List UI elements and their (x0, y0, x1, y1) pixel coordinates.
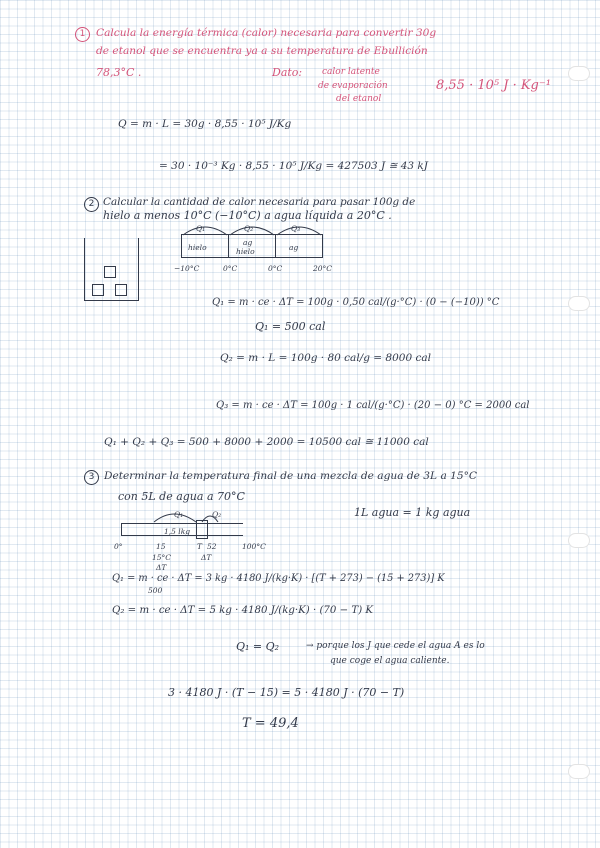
problem-1-statement-line-3: 78,3°C . (96, 66, 142, 79)
problem-3-statement-line-2: con 5L de agua a 70°C (118, 490, 245, 503)
problem-1-equation-1: Q = m · L = 30g · 8,55 · 10⁵ J/Kg (118, 118, 292, 130)
temp-0-a: 0°C (223, 264, 238, 273)
beaker-bottom (84, 300, 139, 301)
problem-3-reason-line-2: que coge el agua caliente. (330, 656, 450, 666)
problem-3-equation-equal: Q₁ = Q₂ (236, 640, 280, 653)
mix-q1-label: Q₁ (174, 510, 184, 519)
mix-temp-0: 0° (114, 542, 123, 551)
problem-1-dato-value: 8,55 · 10⁵ J · Kg⁻¹ (436, 78, 551, 93)
binder-hole (568, 296, 590, 311)
problem-1-dato-text-1: calor latente (322, 67, 380, 77)
problem-1-dato-text-2: de evaporación (318, 81, 388, 91)
problem-2-statement-line-2: hielo a menos 10°C (−10°C) a agua líquida a 20°C . (103, 209, 392, 222)
mix-q2-label: Q₂ (212, 510, 222, 519)
problem-1-dato-label: Dato: (272, 66, 303, 79)
beaker-left-wall (84, 238, 85, 300)
problem-1-statement-line-1: Calcula la energía térmica (calor) necesaria para convertir 30g (96, 27, 437, 39)
phase-box-ice-water-label-2: hielo (236, 247, 255, 256)
problem-3-equation-q2: Q₂ = m · ce · ΔT = 5 kg · 4180 J/(kg·K) · (70 − T) K (112, 605, 374, 616)
problem-1-equation-2: = 30 · 10⁻³ Kg · 8,55 · 10⁵ J/Kg = 427503 J ≅ 43 kJ (159, 160, 428, 172)
problem-3-side-note: 1L agua = 1 kg agua (354, 506, 471, 519)
phase-box-water-label: ag (289, 243, 299, 252)
phase-box-water (275, 234, 323, 258)
temp-0-b: 0°C (268, 264, 283, 273)
heat-q2-label: Q₂ (244, 224, 254, 233)
mix-below-3: ΔT (201, 553, 212, 562)
problem-1-number: 1 (75, 27, 90, 42)
temp-minus-10: −10°C (174, 264, 200, 273)
problem-3-reason-line-1: → porque los J que cede el agua A es lo (306, 641, 485, 651)
mix-axis-left (121, 523, 122, 535)
mix-below-1: 15°C (152, 553, 172, 562)
phase-box-ice-water-label-1: ag (243, 238, 253, 247)
problem-2-equation-total: Q₁ + Q₂ + Q₃ = 500 + 8000 + 2000 = 10500 cal ≅ 11000 cal (104, 436, 429, 448)
problem-2-number: 2 (84, 197, 99, 212)
mix-middle-label: 1,5 lkg (164, 527, 191, 536)
ice-cube (92, 284, 104, 296)
heat-q1-label: Q₁ (196, 224, 206, 233)
binder-hole (568, 533, 590, 548)
problem-1-statement-line-2: de etanol que se encuentra ya a su temperatura de Ebullición (96, 45, 428, 57)
problem-2-equation-q3: Q₃ = m · ce · ΔT = 100g · 1 cal/(g·°C) · (20 − 0) °C = 2000 cal (216, 400, 530, 411)
mix-below-4: 500 (148, 586, 163, 595)
mix-below-2: ΔT (156, 563, 167, 572)
binder-hole (568, 66, 590, 81)
mix-temp-15: 15 (156, 542, 166, 551)
problem-3-equation-solve: 3 · 4180 J · (T − 15) = 5 · 4180 J · (70 − T) (168, 686, 405, 699)
binder-hole (568, 764, 590, 779)
problem-2-statement-line-1: Calcular la cantidad de calor necesaria para pasar 100g de (103, 196, 416, 208)
mix-temp-t: T (197, 542, 203, 551)
problem-2-equation-q1: Q₁ = m · ce · ΔT = 100g · 0,50 cal/(g·°C) · (0 − (−10)) °C (212, 297, 500, 308)
problem-2-equation-q1-result: Q₁ = 500 cal (255, 320, 326, 333)
ice-cube (115, 284, 127, 296)
heat-q3-label: Q₃ (291, 224, 301, 233)
mix-temp-100: 100°C (242, 542, 266, 551)
ice-cube (104, 266, 116, 278)
problem-1-dato-text-3: del etanol (336, 94, 382, 104)
problem-3-result: T = 49,4 (242, 716, 299, 731)
problem-3-number: 3 (84, 470, 99, 485)
phase-box-ice-label: hielo (188, 243, 207, 252)
problem-3-equation-q1: Q₁ = m · ce · ΔT = 3 kg · 4180 J/(kg·K) · [(T + 273) − (15 + 273)] K (112, 573, 445, 584)
mix-temp-52: 52 (207, 542, 217, 551)
problem-3-statement-line-1: Determinar la temperatura final de una mezcla de agua de 3L a 15°C (104, 470, 478, 482)
beaker-right-wall (138, 238, 139, 300)
problem-2-equation-q2: Q₂ = m · L = 100g · 80 cal/g = 8000 cal (220, 352, 431, 364)
temp-20: 20°C (313, 264, 333, 273)
